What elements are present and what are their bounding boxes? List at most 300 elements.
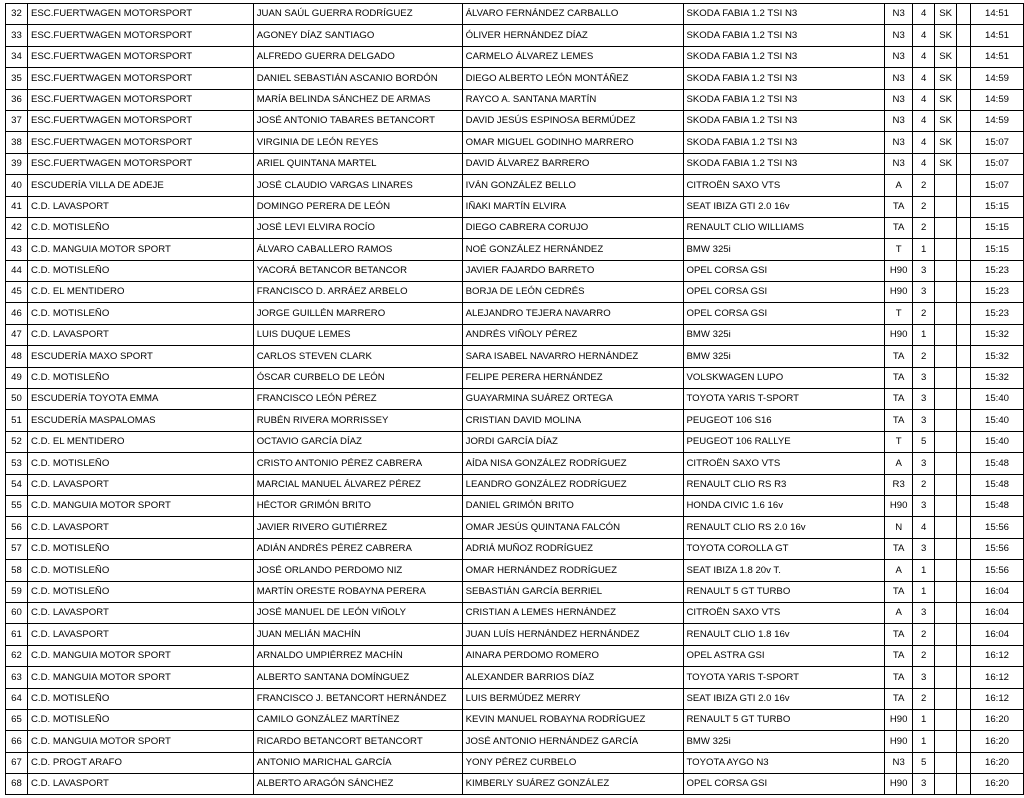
codriver-cell: SARA ISABEL NAVARRO HERNÁNDEZ: [462, 346, 683, 367]
extra-class-cell: [935, 731, 957, 752]
group-cell: H90: [885, 282, 913, 303]
table-row: [6, 217, 1024, 238]
extra-class-cell: SK: [935, 4, 957, 25]
codriver-cell: DAVID ÁLVAREZ BARRERO: [462, 153, 683, 174]
extra-class-cell: [935, 367, 957, 388]
spacer-cell: [957, 239, 971, 260]
group-cell: A: [885, 175, 913, 196]
spacer-cell: [957, 389, 971, 410]
extra-class-cell: [935, 453, 957, 474]
spacer-cell: [957, 410, 971, 431]
extra-class-cell: [935, 196, 957, 217]
start-number-cell: 43: [6, 239, 28, 260]
table-row: [6, 346, 1024, 367]
driver-cell: DOMINGO PERERA DE LEÓN: [253, 196, 462, 217]
team-cell: C.D. MOTISLEÑO: [27, 538, 253, 559]
group-cell: N3: [885, 4, 913, 25]
team-cell: C.D. LAVASPORT: [27, 624, 253, 645]
codriver-cell: GUAYARMINA SUÁREZ ORTEGA: [462, 389, 683, 410]
car-cell: OPEL CORSA GSI: [683, 282, 885, 303]
team-cell: C.D. MANGUIA MOTOR SPORT: [27, 645, 253, 666]
start-number-cell: 35: [6, 68, 28, 89]
table-row: [6, 68, 1024, 89]
table-row: [6, 132, 1024, 153]
start-number-cell: 68: [6, 774, 28, 795]
driver-cell: ALBERTO SANTANA DOMÍNGUEZ: [253, 667, 462, 688]
group-cell: TA: [885, 581, 913, 602]
start-time-cell: 16:20: [971, 709, 1024, 730]
extra-class-cell: [935, 752, 957, 773]
class-cell: 2: [913, 196, 935, 217]
group-cell: A: [885, 602, 913, 623]
start-time-cell: 16:20: [971, 774, 1024, 795]
start-time-cell: 15:15: [971, 239, 1024, 260]
driver-cell: ÁLVARO CABALLERO RAMOS: [253, 239, 462, 260]
driver-cell: CRISTO ANTONIO PÉREZ CABRERA: [253, 453, 462, 474]
start-time-cell: 15:07: [971, 132, 1024, 153]
class-cell: 3: [913, 495, 935, 516]
start-number-cell: 61: [6, 624, 28, 645]
table-row: [6, 667, 1024, 688]
team-cell: C.D. MOTISLEÑO: [27, 303, 253, 324]
class-cell: 5: [913, 752, 935, 773]
table-row: [6, 46, 1024, 67]
class-cell: 4: [913, 110, 935, 131]
start-time-cell: 15:32: [971, 346, 1024, 367]
codriver-cell: JAVIER FAJARDO BARRETO: [462, 260, 683, 281]
spacer-cell: [957, 110, 971, 131]
car-cell: TOYOTA COROLLA GT: [683, 538, 885, 559]
codriver-cell: RAYCO A. SANTANA MARTÍN: [462, 89, 683, 110]
codriver-cell: IVÁN GONZÁLEZ BELLO: [462, 175, 683, 196]
spacer-cell: [957, 217, 971, 238]
codriver-cell: FELIPE PERERA HERNÁNDEZ: [462, 367, 683, 388]
team-cell: C.D. PROGT ARAFO: [27, 752, 253, 773]
extra-class-cell: SK: [935, 132, 957, 153]
class-cell: 1: [913, 560, 935, 581]
spacer-cell: [957, 495, 971, 516]
driver-cell: RUBÉN RIVERA MORRISSEY: [253, 410, 462, 431]
spacer-cell: [957, 367, 971, 388]
spacer-cell: [957, 517, 971, 538]
class-cell: 3: [913, 367, 935, 388]
driver-cell: JOSÉ CLAUDIO VARGAS LINARES: [253, 175, 462, 196]
group-cell: T: [885, 431, 913, 452]
group-cell: TA: [885, 688, 913, 709]
start-number-cell: 62: [6, 645, 28, 666]
driver-cell: LUIS DUQUE LEMES: [253, 324, 462, 345]
start-time-cell: 16:12: [971, 645, 1024, 666]
start-number-cell: 65: [6, 709, 28, 730]
start-time-cell: 15:56: [971, 560, 1024, 581]
start-number-cell: 54: [6, 474, 28, 495]
class-cell: 2: [913, 217, 935, 238]
start-number-cell: 47: [6, 324, 28, 345]
car-cell: TOYOTA YARIS T-SPORT: [683, 389, 885, 410]
class-cell: 3: [913, 667, 935, 688]
start-time-cell: 15:40: [971, 410, 1024, 431]
group-cell: N3: [885, 132, 913, 153]
table-row: [6, 453, 1024, 474]
driver-cell: JOSÉ ORLANDO PERDOMO NIZ: [253, 560, 462, 581]
codriver-cell: ÁLVARO FERNÁNDEZ CARBALLO: [462, 4, 683, 25]
spacer-cell: [957, 303, 971, 324]
table-row: [6, 175, 1024, 196]
extra-class-cell: [935, 260, 957, 281]
car-cell: SKODA FABIA 1.2 TSI N3: [683, 4, 885, 25]
team-cell: C.D. MANGUIA MOTOR SPORT: [27, 667, 253, 688]
table-row: [6, 560, 1024, 581]
extra-class-cell: [935, 560, 957, 581]
group-cell: H90: [885, 731, 913, 752]
start-time-cell: 15:32: [971, 367, 1024, 388]
car-cell: RENAULT 5 GT TURBO: [683, 709, 885, 730]
spacer-cell: [957, 260, 971, 281]
start-time-cell: 15:48: [971, 453, 1024, 474]
start-number-cell: 64: [6, 688, 28, 709]
table-row: [6, 153, 1024, 174]
team-cell: C.D. MOTISLEÑO: [27, 581, 253, 602]
group-cell: TA: [885, 624, 913, 645]
class-cell: 4: [913, 132, 935, 153]
start-time-cell: 14:51: [971, 4, 1024, 25]
start-time-cell: 15:48: [971, 495, 1024, 516]
table-row: [6, 367, 1024, 388]
start-number-cell: 32: [6, 4, 28, 25]
team-cell: C.D. MOTISLEÑO: [27, 709, 253, 730]
group-cell: A: [885, 560, 913, 581]
team-cell: ESC.FUERTWAGEN MOTORSPORT: [27, 46, 253, 67]
group-cell: T: [885, 239, 913, 260]
group-cell: N3: [885, 68, 913, 89]
team-cell: ESC.FUERTWAGEN MOTORSPORT: [27, 4, 253, 25]
driver-cell: DANIEL SEBASTIÁN ASCANIO BORDÓN: [253, 68, 462, 89]
extra-class-cell: SK: [935, 25, 957, 46]
codriver-cell: OMAR JESÚS QUINTANA FALCÓN: [462, 517, 683, 538]
car-cell: SEAT IBIZA GTI 2.0 16v: [683, 196, 885, 217]
group-cell: H90: [885, 774, 913, 795]
spacer-cell: [957, 602, 971, 623]
spacer-cell: [957, 89, 971, 110]
class-cell: 1: [913, 581, 935, 602]
class-cell: 1: [913, 731, 935, 752]
group-cell: R3: [885, 474, 913, 495]
start-number-cell: 40: [6, 175, 28, 196]
class-cell: 4: [913, 46, 935, 67]
codriver-cell: DIEGO ALBERTO LEÓN MONTÁÑEZ: [462, 68, 683, 89]
table-row: [6, 495, 1024, 516]
car-cell: RENAULT 5 GT TURBO: [683, 581, 885, 602]
car-cell: BMW 325i: [683, 239, 885, 260]
table-row: [6, 4, 1024, 25]
team-cell: ESCUDERÍA MASPALOMAS: [27, 410, 253, 431]
driver-cell: CARLOS STEVEN CLARK: [253, 346, 462, 367]
table-row: [6, 25, 1024, 46]
group-cell: N3: [885, 752, 913, 773]
codriver-cell: ANDRÉS VIÑOLY PÉREZ: [462, 324, 683, 345]
start-time-cell: 15:23: [971, 282, 1024, 303]
group-cell: TA: [885, 667, 913, 688]
codriver-cell: CRISTIAN DAVID MOLINA: [462, 410, 683, 431]
team-cell: C.D. MOTISLEÑO: [27, 453, 253, 474]
driver-cell: JOSÉ MANUEL DE LEÓN VIÑOLY: [253, 602, 462, 623]
class-cell: 4: [913, 25, 935, 46]
team-cell: ESC.FUERTWAGEN MOTORSPORT: [27, 110, 253, 131]
team-cell: ESCUDERÍA MAXO SPORT: [27, 346, 253, 367]
spacer-cell: [957, 581, 971, 602]
extra-class-cell: [935, 645, 957, 666]
driver-cell: JUAN MELIÁN MACHÍN: [253, 624, 462, 645]
start-number-cell: 36: [6, 89, 28, 110]
table-row: [6, 239, 1024, 260]
driver-cell: ALFREDO GUERRA DELGADO: [253, 46, 462, 67]
car-cell: SKODA FABIA 1.2 TSI N3: [683, 68, 885, 89]
class-cell: 3: [913, 282, 935, 303]
spacer-cell: [957, 282, 971, 303]
extra-class-cell: [935, 709, 957, 730]
group-cell: H90: [885, 495, 913, 516]
table-row: [6, 196, 1024, 217]
start-number-cell: 33: [6, 25, 28, 46]
group-cell: H90: [885, 260, 913, 281]
driver-cell: AGONEY DÍAZ SANTIAGO: [253, 25, 462, 46]
codriver-cell: NOÉ GONZÁLEZ HERNÁNDEZ: [462, 239, 683, 260]
codriver-cell: ALEJANDRO TEJERA NAVARRO: [462, 303, 683, 324]
class-cell: 2: [913, 688, 935, 709]
codriver-cell: AINARA PERDOMO ROMERO: [462, 645, 683, 666]
team-cell: C.D. MOTISLEÑO: [27, 560, 253, 581]
extra-class-cell: [935, 410, 957, 431]
team-cell: C.D. MOTISLEÑO: [27, 260, 253, 281]
table-row: [6, 688, 1024, 709]
car-cell: HONDA CIVIC 1.6 16v: [683, 495, 885, 516]
codriver-cell: LUIS BERMÚDEZ MERRY: [462, 688, 683, 709]
start-number-cell: 44: [6, 260, 28, 281]
team-cell: C.D. LAVASPORT: [27, 324, 253, 345]
spacer-cell: [957, 175, 971, 196]
entry-list-sheet: [5, 3, 1024, 795]
extra-class-cell: [935, 581, 957, 602]
driver-cell: ANTONIO MARICHAL GARCÍA: [253, 752, 462, 773]
table-row: [6, 645, 1024, 666]
start-number-cell: 49: [6, 367, 28, 388]
start-number-cell: 42: [6, 217, 28, 238]
group-cell: TA: [885, 346, 913, 367]
team-cell: C.D. LAVASPORT: [27, 517, 253, 538]
driver-cell: ÓSCAR CURBELO DE LEÓN: [253, 367, 462, 388]
spacer-cell: [957, 538, 971, 559]
car-cell: CITROËN SAXO VTS: [683, 602, 885, 623]
table-row: [6, 110, 1024, 131]
start-time-cell: 16:04: [971, 624, 1024, 645]
spacer-cell: [957, 474, 971, 495]
extra-class-cell: SK: [935, 46, 957, 67]
extra-class-cell: [935, 774, 957, 795]
spacer-cell: [957, 68, 971, 89]
car-cell: SKODA FABIA 1.2 TSI N3: [683, 89, 885, 110]
codriver-cell: JUAN LUÍS HERNÁNDEZ HERNÁNDEZ: [462, 624, 683, 645]
team-cell: ESCUDERÍA TOYOTA EMMA: [27, 389, 253, 410]
start-time-cell: 16:04: [971, 581, 1024, 602]
group-cell: A: [885, 453, 913, 474]
car-cell: SKODA FABIA 1.2 TSI N3: [683, 153, 885, 174]
start-time-cell: 15:15: [971, 217, 1024, 238]
car-cell: SKODA FABIA 1.2 TSI N3: [683, 110, 885, 131]
group-cell: N3: [885, 110, 913, 131]
codriver-cell: KEVIN MANUEL ROBAYNA RODRÍGUEZ: [462, 709, 683, 730]
codriver-cell: JORDI GARCÍA DÍAZ: [462, 431, 683, 452]
extra-class-cell: [935, 217, 957, 238]
extra-class-cell: [935, 538, 957, 559]
car-cell: BMW 325i: [683, 346, 885, 367]
spacer-cell: [957, 25, 971, 46]
start-number-cell: 34: [6, 46, 28, 67]
table-row: [6, 774, 1024, 795]
class-cell: 1: [913, 239, 935, 260]
car-cell: TOYOTA YARIS T-SPORT: [683, 667, 885, 688]
table-row: [6, 303, 1024, 324]
driver-cell: FRANCISCO LEÓN PÉREZ: [253, 389, 462, 410]
class-cell: 4: [913, 153, 935, 174]
extra-class-cell: SK: [935, 153, 957, 174]
codriver-cell: AÍDA NISA GONZÁLEZ RODRÍGUEZ: [462, 453, 683, 474]
car-cell: OPEL CORSA GSI: [683, 303, 885, 324]
extra-class-cell: [935, 517, 957, 538]
start-time-cell: 16:12: [971, 688, 1024, 709]
start-time-cell: 14:59: [971, 68, 1024, 89]
group-cell: H90: [885, 709, 913, 730]
spacer-cell: [957, 731, 971, 752]
table-row: [6, 517, 1024, 538]
start-time-cell: 14:51: [971, 25, 1024, 46]
car-cell: SKODA FABIA 1.2 TSI N3: [683, 25, 885, 46]
table-row: [6, 624, 1024, 645]
start-number-cell: 56: [6, 517, 28, 538]
driver-cell: VIRGINIA DE LEÓN REYES: [253, 132, 462, 153]
start-number-cell: 59: [6, 581, 28, 602]
driver-cell: YACORÁ BETANCOR BETANCOR: [253, 260, 462, 281]
class-cell: 3: [913, 453, 935, 474]
car-cell: SEAT IBIZA 1.8 20v T.: [683, 560, 885, 581]
class-cell: 3: [913, 538, 935, 559]
codriver-cell: BORJA DE LEÓN CEDRÉS: [462, 282, 683, 303]
group-cell: N3: [885, 25, 913, 46]
start-time-cell: 15:40: [971, 389, 1024, 410]
codriver-cell: ADRIÁ MUÑOZ RODRÍGUEZ: [462, 538, 683, 559]
group-cell: TA: [885, 389, 913, 410]
group-cell: N3: [885, 153, 913, 174]
driver-cell: JORGE GUILLÉN MARRERO: [253, 303, 462, 324]
codriver-cell: SEBASTIÁN GARCÍA BERRIEL: [462, 581, 683, 602]
extra-class-cell: [935, 688, 957, 709]
team-cell: C.D. MOTISLEÑO: [27, 367, 253, 388]
driver-cell: HÉCTOR GRIMÓN BRITO: [253, 495, 462, 516]
spacer-cell: [957, 560, 971, 581]
extra-class-cell: SK: [935, 89, 957, 110]
extra-class-cell: [935, 282, 957, 303]
driver-cell: JUAN SAÚL GUERRA RODRÍGUEZ: [253, 4, 462, 25]
table-row: [6, 602, 1024, 623]
team-cell: C.D. MANGUIA MOTOR SPORT: [27, 731, 253, 752]
extra-class-cell: [935, 474, 957, 495]
driver-cell: ALBERTO ARAGÓN SÁNCHEZ: [253, 774, 462, 795]
class-cell: 2: [913, 175, 935, 196]
codriver-cell: CARMELO ÁLVAREZ LEMES: [462, 46, 683, 67]
table-row: [6, 709, 1024, 730]
extra-class-cell: SK: [935, 68, 957, 89]
start-time-cell: 15:56: [971, 538, 1024, 559]
spacer-cell: [957, 709, 971, 730]
codriver-cell: IÑAKI MARTÍN ELVIRA: [462, 196, 683, 217]
class-cell: 4: [913, 4, 935, 25]
start-number-cell: 51: [6, 410, 28, 431]
start-time-cell: 14:51: [971, 46, 1024, 67]
start-number-cell: 45: [6, 282, 28, 303]
team-cell: ESC.FUERTWAGEN MOTORSPORT: [27, 89, 253, 110]
extra-class-cell: [935, 624, 957, 645]
class-cell: 4: [913, 68, 935, 89]
driver-cell: ADIÁN ANDRÉS PÉREZ CABRERA: [253, 538, 462, 559]
car-cell: BMW 325i: [683, 324, 885, 345]
codriver-cell: OMAR MIGUEL GODINHO MARRERO: [462, 132, 683, 153]
codriver-cell: YONY PÉREZ CURBELO: [462, 752, 683, 773]
start-time-cell: 15:07: [971, 153, 1024, 174]
team-cell: C.D. MANGUIA MOTOR SPORT: [27, 239, 253, 260]
spacer-cell: [957, 667, 971, 688]
start-number-cell: 48: [6, 346, 28, 367]
extra-class-cell: [935, 175, 957, 196]
class-cell: 2: [913, 624, 935, 645]
spacer-cell: [957, 688, 971, 709]
start-number-cell: 39: [6, 153, 28, 174]
group-cell: T: [885, 303, 913, 324]
start-number-cell: 63: [6, 667, 28, 688]
spacer-cell: [957, 624, 971, 645]
table-row: [6, 474, 1024, 495]
extra-class-cell: [935, 667, 957, 688]
codriver-cell: JOSÉ ANTONIO HERNÁNDEZ GARCÍA: [462, 731, 683, 752]
driver-cell: OCTAVIO GARCÍA DÍAZ: [253, 431, 462, 452]
table-row: [6, 389, 1024, 410]
team-cell: ESC.FUERTWAGEN MOTORSPORT: [27, 68, 253, 89]
codriver-cell: LEANDRO GONZÁLEZ RODRÍGUEZ: [462, 474, 683, 495]
class-cell: 3: [913, 410, 935, 431]
class-cell: 4: [913, 517, 935, 538]
driver-cell: MARÍA BELINDA SÁNCHEZ DE ARMAS: [253, 89, 462, 110]
table-row: [6, 410, 1024, 431]
team-cell: ESC.FUERTWAGEN MOTORSPORT: [27, 132, 253, 153]
driver-cell: FRANCISCO J. BETANCORT HERNÁNDEZ: [253, 688, 462, 709]
group-cell: N3: [885, 89, 913, 110]
spacer-cell: [957, 132, 971, 153]
car-cell: PEUGEOT 106 RALLYE: [683, 431, 885, 452]
spacer-cell: [957, 431, 971, 452]
driver-cell: JAVIER RIVERO GUTIÉRREZ: [253, 517, 462, 538]
class-cell: 1: [913, 709, 935, 730]
spacer-cell: [957, 453, 971, 474]
group-cell: H90: [885, 324, 913, 345]
team-cell: C.D. EL MENTIDERO: [27, 282, 253, 303]
driver-cell: JOSÉ ANTONIO TABARES BETANCORT: [253, 110, 462, 131]
start-number-cell: 41: [6, 196, 28, 217]
group-cell: TA: [885, 410, 913, 431]
extra-class-cell: [935, 346, 957, 367]
start-time-cell: 16:12: [971, 667, 1024, 688]
car-cell: OPEL CORSA GSI: [683, 774, 885, 795]
codriver-cell: KIMBERLY SUÁREZ GONZÁLEZ: [462, 774, 683, 795]
driver-cell: MARCIAL MANUEL ÁLVAREZ PÉREZ: [253, 474, 462, 495]
car-cell: RENAULT CLIO RS 2.0 16v: [683, 517, 885, 538]
